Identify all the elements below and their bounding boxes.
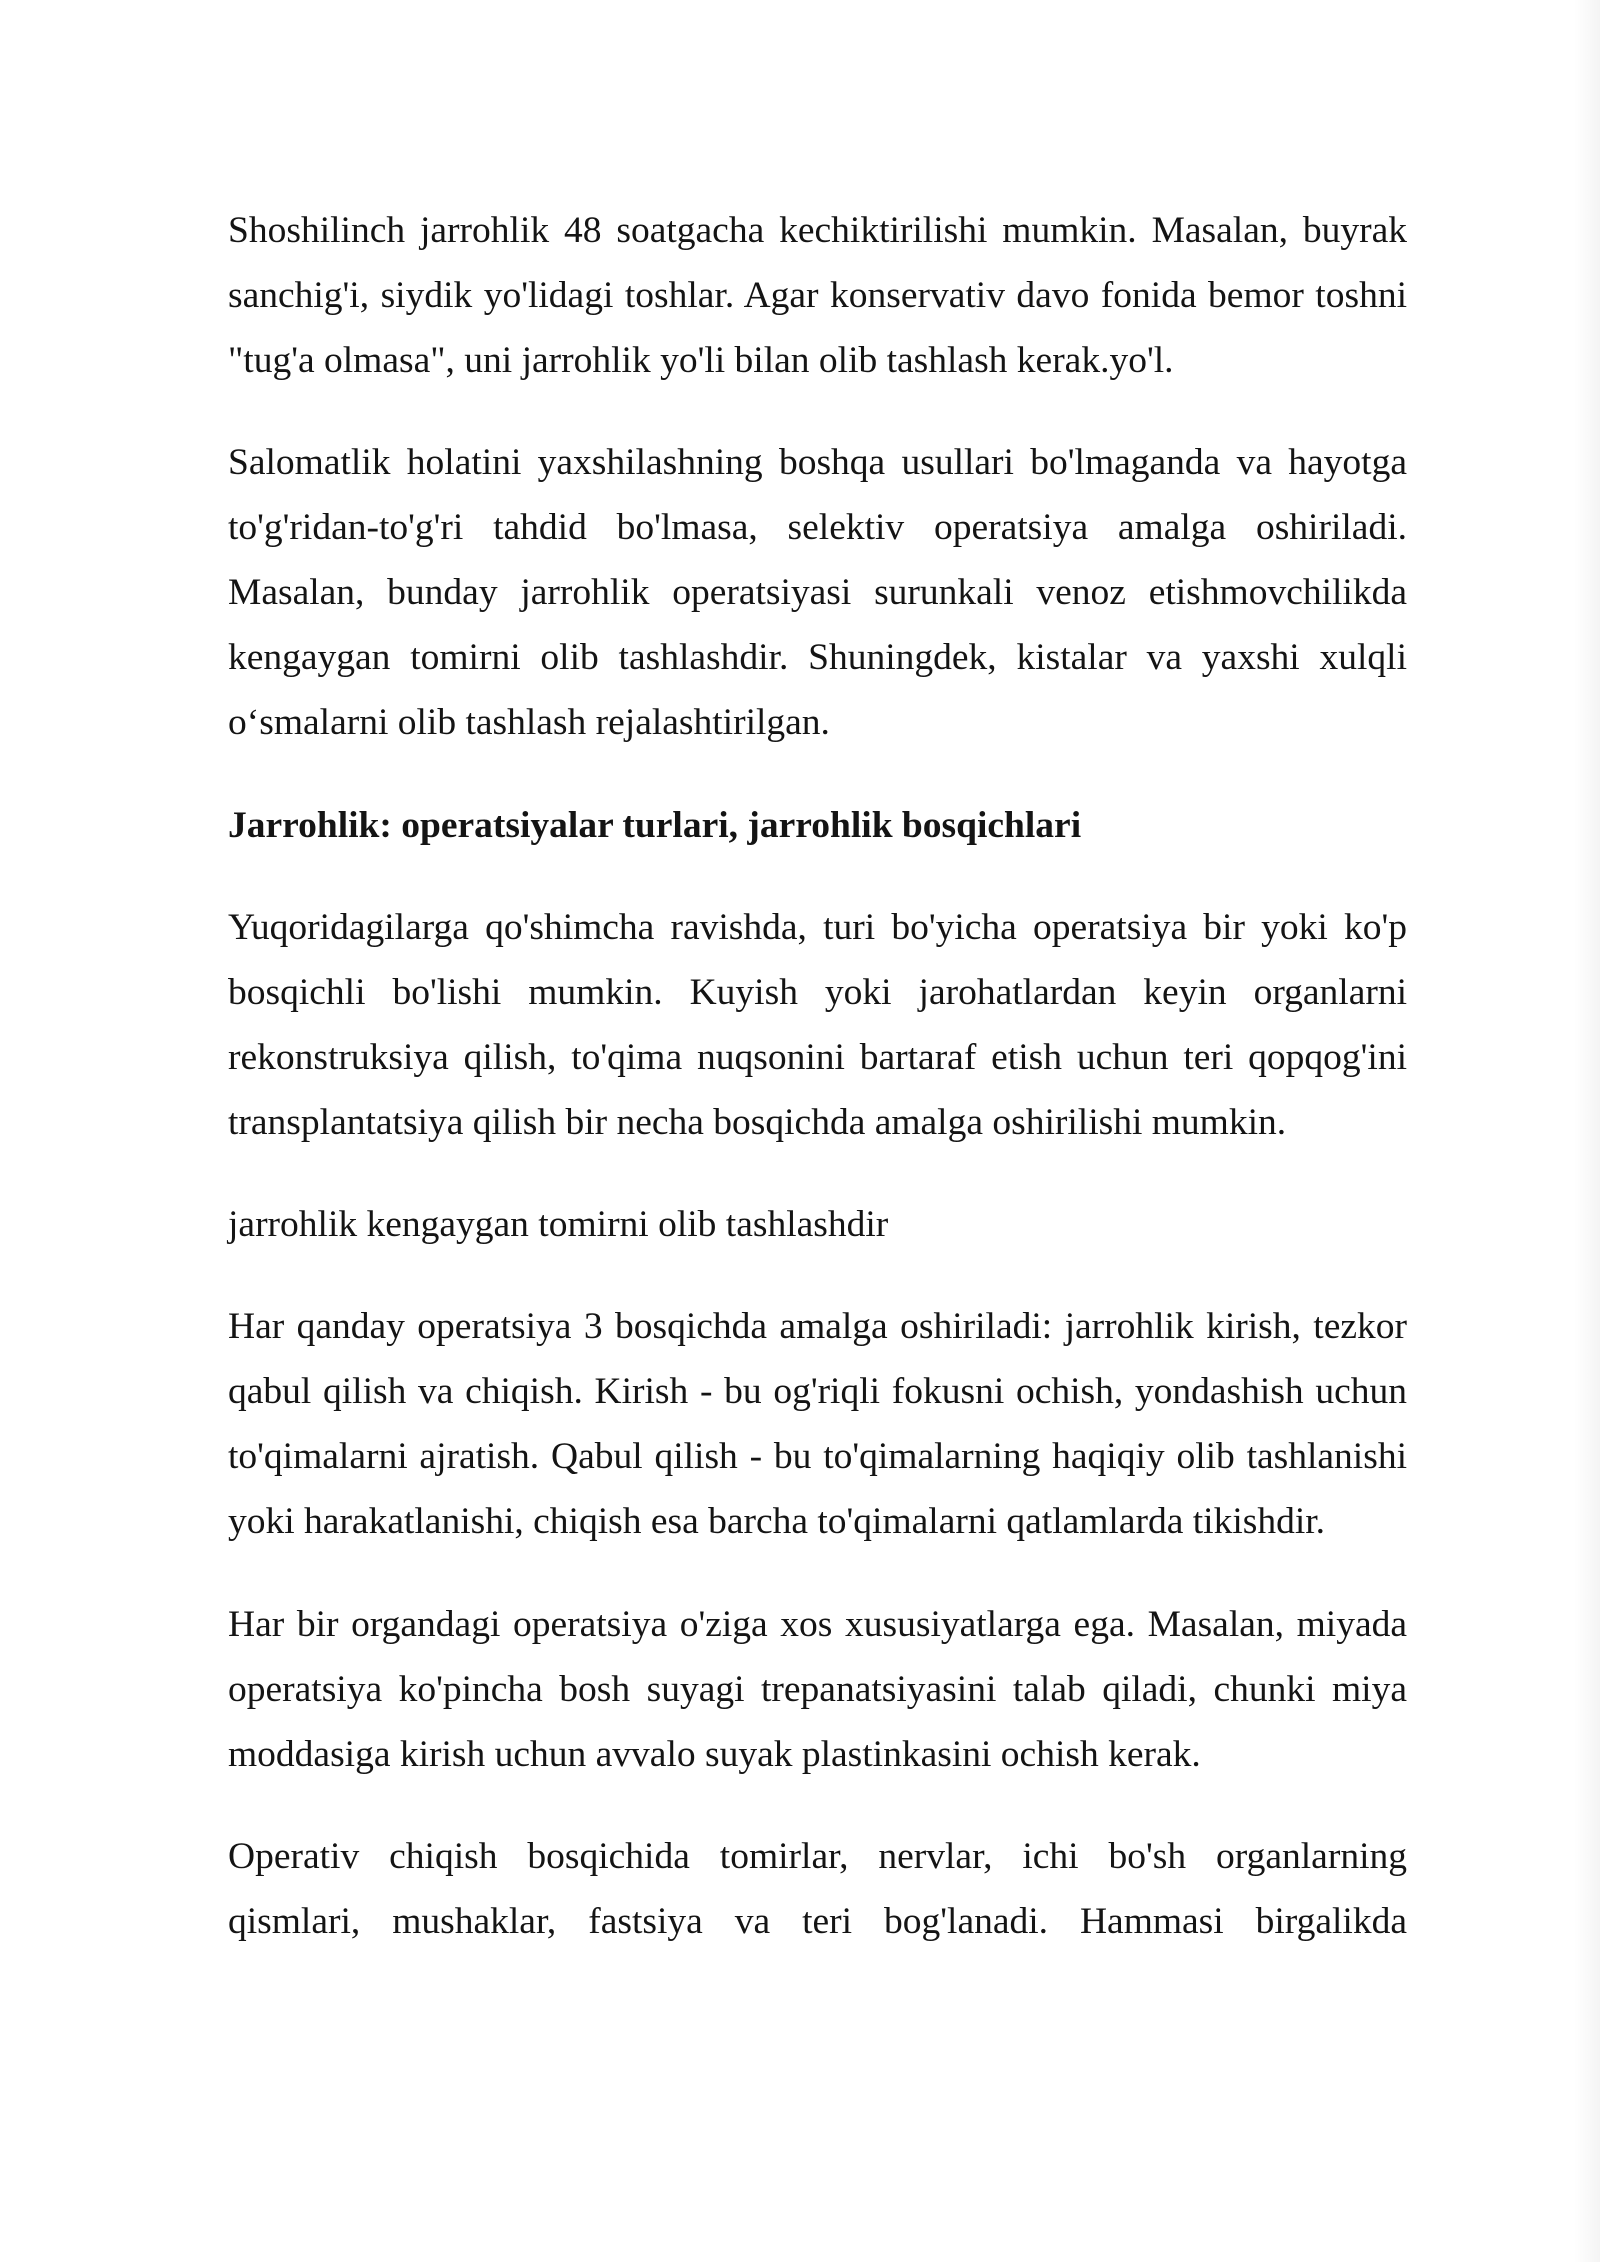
text-line: Har qanday operatsiya 3 bosqichda amalga oshiriladi: jarrohlik kirish, tezkor [228,1306,1407,1348]
paragraph [228,895,1407,1155]
text-line: qabul qilish va chiqish. Kirish - bu og'riqli fokusni ochish, yondashish uchun [228,1371,1407,1413]
text-line: Har bir organdagi operatsiya o'ziga xos xususiyatlarga ega. Masalan, miyada [228,1603,1407,1645]
text-line: kengaygan tomirni olib tashlashdir. Shuningdek, kistalar va yaxshi xulqli [228,637,1407,679]
text-line: sanchig'i, siydik yo'lidagi toshlar. Agar konservativ davo fonida bemor toshni [228,275,1407,316]
text-line: bosqichli bo'lishi mumkin. Kuyish yoki jarohatlardan keyin organlarni [228,971,1407,1013]
paragraph [228,430,1407,755]
text-line: Masalan, bunday jarrohlik operatsiyasi surunkali venoz etishmovchilikda [228,572,1407,614]
text-line: operatsiya ko'pincha bosh suyagi trepanatsiyasini talab qiladi, chunki miya [228,1668,1407,1710]
text-line: jarrohlik kengaygan tomirni olib tashlashdir [228,1204,889,1246]
text-line: transplantatsiya qilish bir necha bosqichda amalga oshirilishi mumkin. [228,1101,1287,1143]
text-line: moddasiga kirish uchun avvalo suyak plastinkasini ochish kerak. [228,1733,1201,1775]
text-line: yoki harakatlanishi, chiqish esa barcha to'qimalarni qatlamlarda tikishdir. [228,1501,1326,1543]
page-edge-shadow [1574,0,1600,2262]
paragraph [228,1192,1407,1257]
text-line: to'g'ridan-to'g'ri tahdid bo'lmasa, selektiv operatsiya amalga oshiriladi. [228,507,1407,549]
text-line: rekonstruksiya qilish, to'qima nuqsonini bartaraf etish uchun teri qopqog'ini [228,1036,1407,1078]
text-line: Operativ chiqish bosqichida tomirlar, nervlar, ichi bo'sh organlarning [228,1836,1407,1878]
text-line: "tug'a olmasa", uni jarrohlik yo'li bilan olib tashlash kerak.yo'l. [228,340,1174,381]
section-heading [228,793,1407,858]
text-line: Salomatlik holatini yaxshilashning boshqa usullari bo'lmaganda va hayotga [228,442,1407,484]
paragraph [228,1294,1407,1554]
paragraph [228,1824,1407,1954]
text-line: qismlari, mushaklar, fastsiya va teri bog'lanadi. Hammasi birgalikda [228,1901,1407,1943]
text-line: Shoshilinch jarrohlik 48 soatgacha kechiktirilishi mumkin. Masalan, buyrak [228,210,1407,251]
text-line: o‘smalarni olib tashlash rejalashtirilgan. [228,702,830,744]
paragraph [228,1592,1407,1787]
text-line: to'qimalarni ajratish. Qabul qilish - bu to'qimalarning haqiqiy olib tashlanishi [228,1436,1407,1478]
document-body [228,198,1407,1991]
text-line: Yuqoridagilarga qo'shimcha ravishda, turi bo'yicha operatsiya bir yoki ko'p [228,906,1407,948]
paragraph [228,198,1407,393]
heading-text: Jarrohlik: operatsiyalar turlari, jarrohlik bosqichlari [228,804,1082,846]
